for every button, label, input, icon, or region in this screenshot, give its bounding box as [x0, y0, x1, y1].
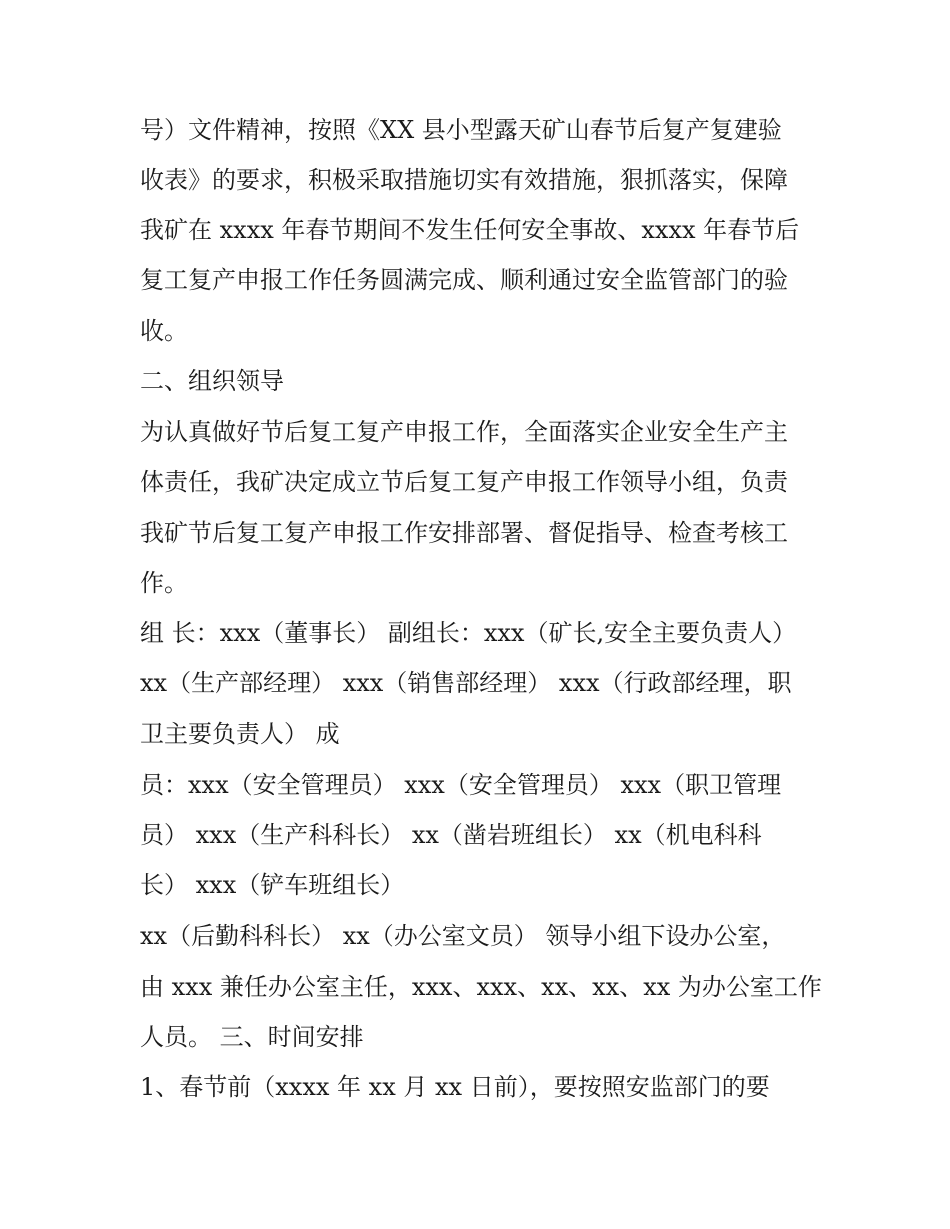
- text-line: 体责任，我矿决定成立节后复工复产申报工作领导小组，负责: [140, 468, 788, 496]
- text-line: 作。: [140, 569, 188, 597]
- text-line: 我矿节后复工复产申报工作安排部署、督促指导、检查考核工: [140, 519, 788, 547]
- text-line: 复工复产申报工作任务圆满完成、顺利通过安全监管部门的验: [140, 266, 788, 294]
- text-line: 人员。 三、时间安排: [140, 1023, 364, 1051]
- text-line: 长） xxx（铲车班组长）: [140, 871, 405, 899]
- text-line: xx（生产部经理） xxx（销售部经理） xxx（行政部经理，职: [140, 669, 792, 697]
- text-line: 员：xxx（安全管理员） xxx（安全管理员） xxx（职卫管理: [140, 771, 782, 799]
- text-line: 为认真做好节后复工复产申报工作，全面落实企业安全生产主: [140, 418, 788, 446]
- text-line: 组 长：xxx（董事长） 副组长：xxx（矿长,安全主要负责人）: [140, 619, 797, 647]
- text-line: 卫主要负责人） 成: [140, 720, 340, 748]
- text-line: 由 xxx 兼任办公室主任，xxx、xxx、xx、xx、xx 为办公室工作: [140, 973, 822, 1001]
- text-line: 号）文件精神，按照《XX 县小型露天矿山春节后复产复建验: [140, 116, 782, 144]
- text-line: 收。: [140, 317, 188, 345]
- section-heading: 二、组织领导: [140, 367, 284, 395]
- text-line: xx（后勤科科长） xx（办公室文员） 领导小组下设办公室，: [140, 922, 786, 950]
- text-line: 1、春节前（xxxx 年 xx 月 xx 日前），要按照安监部门的要: [140, 1073, 770, 1101]
- text-line: 收表》的要求，积极采取措施切实有效措施，狠抓落实，保障: [140, 166, 788, 194]
- text-line: 我矿在 xxxx 年春节期间不发生任何安全事故、xxxx 年春节后: [140, 216, 800, 244]
- text-line: 员） xxx（生产科科长） xx（凿岩班组长） xx（机电科科: [140, 821, 762, 849]
